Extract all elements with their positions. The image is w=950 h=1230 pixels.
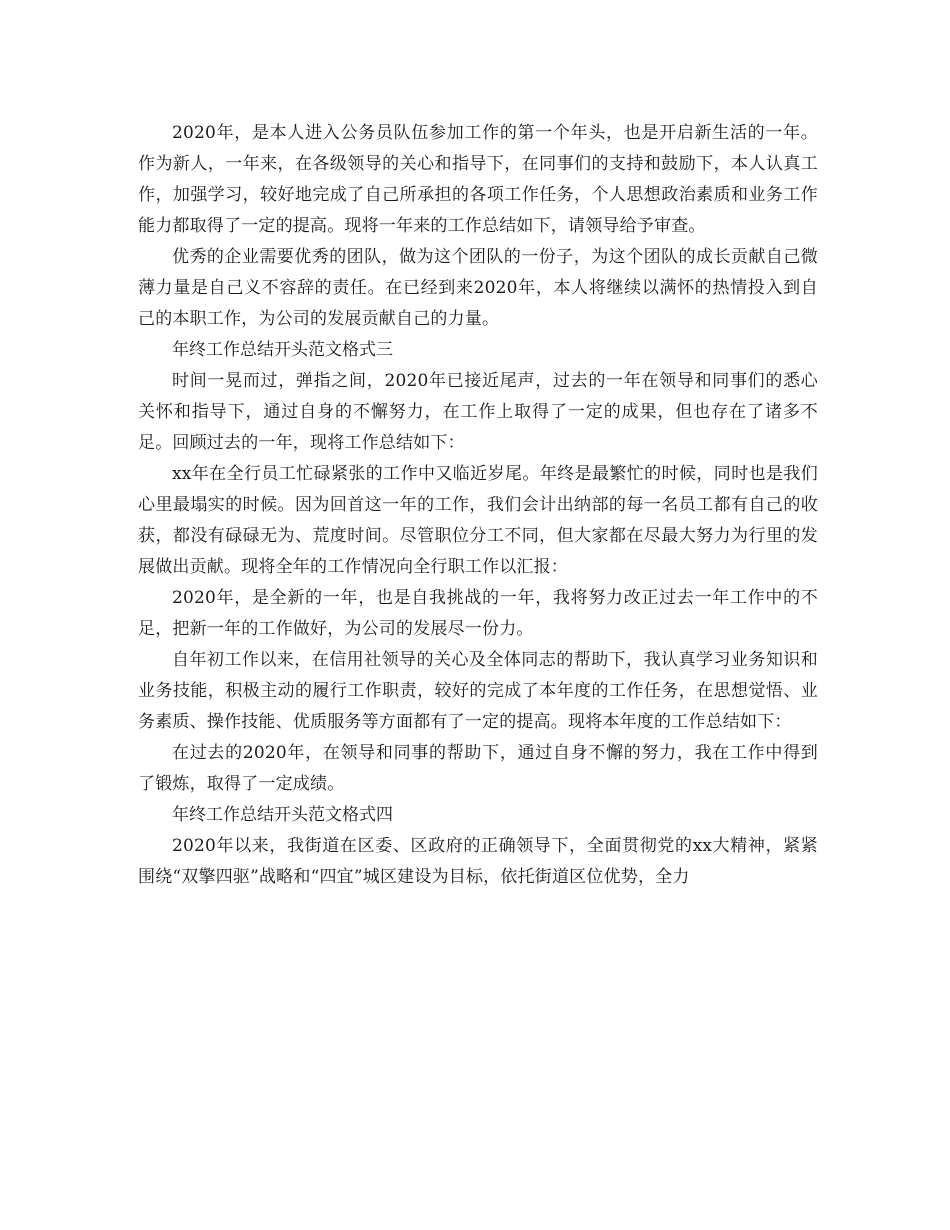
paragraph: 2020年以来，我街道在区委、区政府的正确领导下，全面贯彻党的xx大精神，紧紧围绕“双擎四驱”战略和“四宜”城区建设为目标，依托街道区位优势，全力: [138, 836, 818, 887]
paragraph: 优秀的企业需要优秀的团队，做为这个团队的一份子，为这个团队的成长贡献自己微薄力量是自己义不容辞的责任。在已经到来2020年，本人将继续以满怀的热情投入到自己的本职工作，为公司的发展贡献自己的力量。: [138, 247, 818, 329]
paragraph: 时间一晃而过，弹指之间，2020年已接近尾声，过去的一年在领导和同事们的悉心关怀和指导下，通过自身的不懈努力，在工作上取得了一定的成果，但也存在了诸多不足。回顾过去的一年，现将工作总结如下：: [138, 371, 818, 453]
section-heading: 年终工作总结开头范文格式四: [172, 805, 393, 825]
paragraph: 在过去的2020年，在领导和同事的帮助下，通过自身不懈的努力，我在工作中得到了锻炼，取得了一定成绩。: [138, 743, 818, 794]
paragraph: 2020年，是本人进入公务员队伍参加工作的第一个年头，也是开启新生活的一年。作为新人，一年来，在各级领导的关心和指导下，在同事们的支持和鼓励下，本人认真工作，加强学习，较好地完成了自己所承担的各项工作任务，个人思想政治素质和业务工作能力都取得了一定的提高。现将一年来的工作总结如下，请领导给予审查。: [138, 123, 818, 236]
paragraph: xx年在全行员工忙碌紧张的工作中又临近岁尾。年终是最繁忙的时候，同时也是我们心里最塌实的时候。因为回首这一年的工作，我们会计出纳部的每一名员工都有自己的收获，都没有碌碌无为、荒度时间。尽管职位分工不同，但大家都在尽最大努力为行里的发展做出贡献。现将全年的工作情况向全行职工作以汇报：: [138, 464, 818, 577]
section-heading: 年终工作总结开头范文格式三: [172, 340, 393, 360]
document-body: [138, 118, 818, 893]
paragraph: 自年初工作以来，在信用社领导的关心及全体同志的帮助下，我认真学习业务知识和业务技能，积极主动的履行工作职责，较好的完成了本年度的工作任务，在思想觉悟、业务素质、操作技能、优质服务等方面都有了一定的提高。现将本年度的工作总结如下：: [138, 650, 818, 732]
paragraph: 2020年，是全新的一年，也是自我挑战的一年，我将努力改正过去一年工作中的不足，把新一年的工作做好，为公司的发展尽一份力。: [138, 588, 818, 639]
